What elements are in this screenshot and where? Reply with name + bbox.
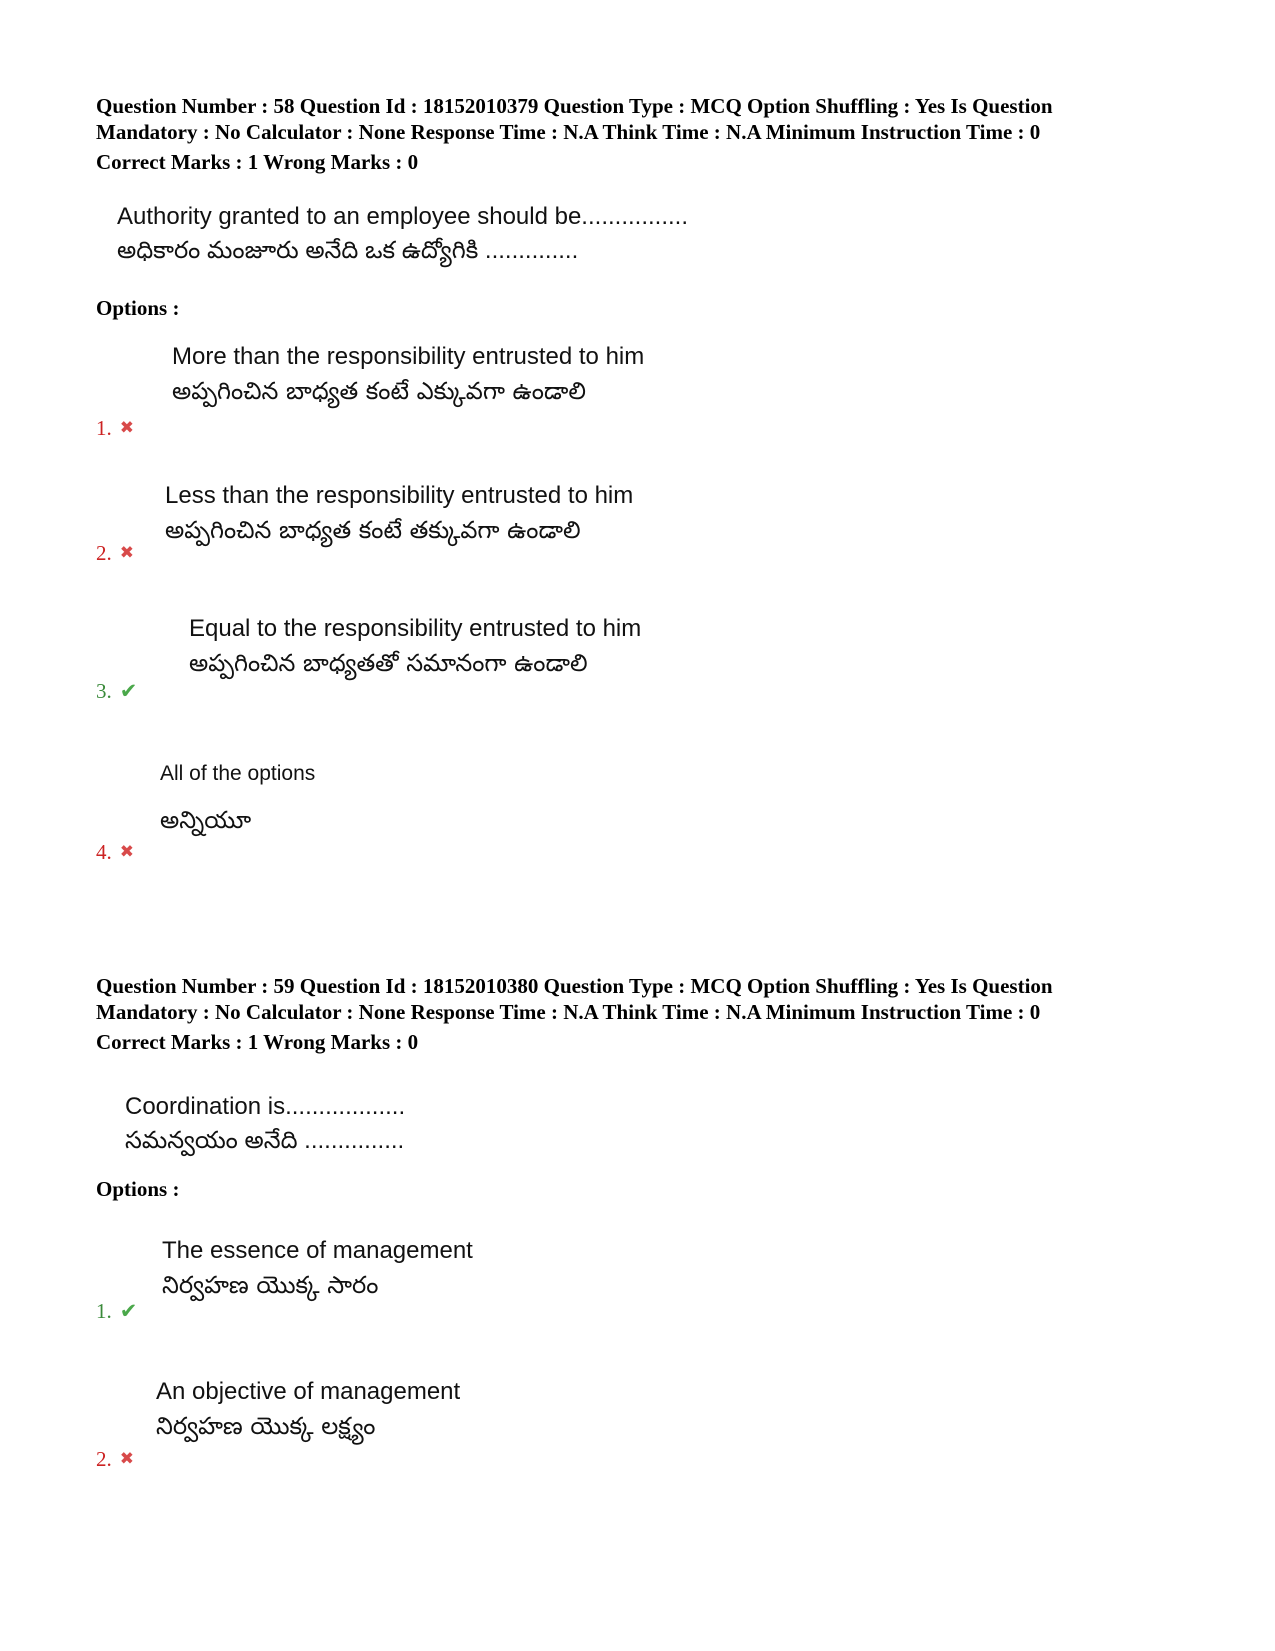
stem-telugu: సమన్వయం అనేది ............... (125, 1127, 405, 1154)
option-1-marker (96, 1299, 137, 1324)
option-4-text (160, 759, 315, 835)
option-telugu: నిర్వహణ యొక్క సారం (162, 1271, 379, 1299)
option-telugu: అప్పగించిన బాధ్యతతో సమానంగా ఉండాలి (189, 649, 588, 677)
option-telugu: అన్నియూ (160, 806, 252, 834)
option-number: 3. (96, 679, 112, 703)
option-number: 4. (96, 840, 112, 864)
option-english: An objective of management (156, 1378, 461, 1405)
option-1-text (162, 1234, 473, 1302)
option-telugu: అప్పగించిన బాధ్యత కంటే ఎక్కువగా ఉండాలి (172, 377, 586, 405)
question-59-stem (125, 1090, 405, 1158)
option-2-marker (96, 541, 134, 566)
option-english: All of the options (160, 762, 316, 785)
option-english: The essence of management (162, 1237, 473, 1264)
question-58-header (96, 93, 1196, 175)
option-number: 2. (96, 541, 112, 565)
option-english: More than the responsibility entrusted to him (172, 343, 645, 370)
option-number: 1. (96, 416, 112, 440)
question-meta-line-1: Question Number : 58 Question Id : 18152010379 Question Type : MCQ Option Shuffling : Yes Is Question (96, 94, 1053, 118)
question-59-header (96, 973, 1196, 1055)
cross-icon: ✖ (119, 842, 134, 862)
cross-icon: ✖ (119, 1449, 134, 1469)
stem-telugu: అధికారం మంజూరు అనేది ఒక ఉద్యోగికి .............. (117, 237, 579, 264)
option-english: Less than the responsibility entrusted to him (165, 482, 634, 509)
options-label: Options : (96, 296, 180, 320)
question-58-stem (117, 200, 688, 268)
option-number: 1. (96, 1299, 112, 1323)
stem-english: Coordination is.................. (125, 1093, 406, 1120)
option-telugu: నిర్వహణ యొక్క లక్ష్యం (156, 1412, 376, 1440)
question-meta-line-2: Mandatory : No Calculator : None Response Time : N.A Think Time : N.A Minimum Instruction Time : 0 (96, 1000, 1041, 1024)
question-marks: Correct Marks : 1 Wrong Marks : 0 (96, 1030, 419, 1054)
option-2-text (165, 479, 633, 547)
option-english: Equal to the responsibility entrusted to him (189, 615, 642, 642)
check-icon: ✔ (119, 1299, 138, 1323)
question-marks: Correct Marks : 1 Wrong Marks : 0 (96, 150, 419, 174)
option-2-text (156, 1375, 460, 1443)
option-3-marker (96, 679, 137, 704)
cross-icon: ✖ (119, 418, 134, 438)
option-1-marker (96, 416, 134, 441)
option-3-text (189, 612, 641, 680)
question-meta-line-1: Question Number : 59 Question Id : 18152010380 Question Type : MCQ Option Shuffling : Yes Is Question (96, 974, 1053, 998)
option-2-marker (96, 1447, 134, 1472)
cross-icon: ✖ (119, 543, 134, 563)
question-meta-line-2: Mandatory : No Calculator : None Response Time : N.A Think Time : N.A Minimum Instruction Time : 0 (96, 120, 1041, 144)
option-telugu: అప్పగించిన బాధ్యత కంటే తక్కువగా ఉండాలి (165, 516, 581, 544)
option-number: 2. (96, 1447, 112, 1471)
option-1-text (172, 340, 644, 408)
check-icon: ✔ (119, 679, 138, 703)
option-4-marker (96, 840, 134, 865)
options-label: Options : (96, 1177, 180, 1201)
stem-english: Authority granted to an employee should be................ (117, 203, 688, 230)
